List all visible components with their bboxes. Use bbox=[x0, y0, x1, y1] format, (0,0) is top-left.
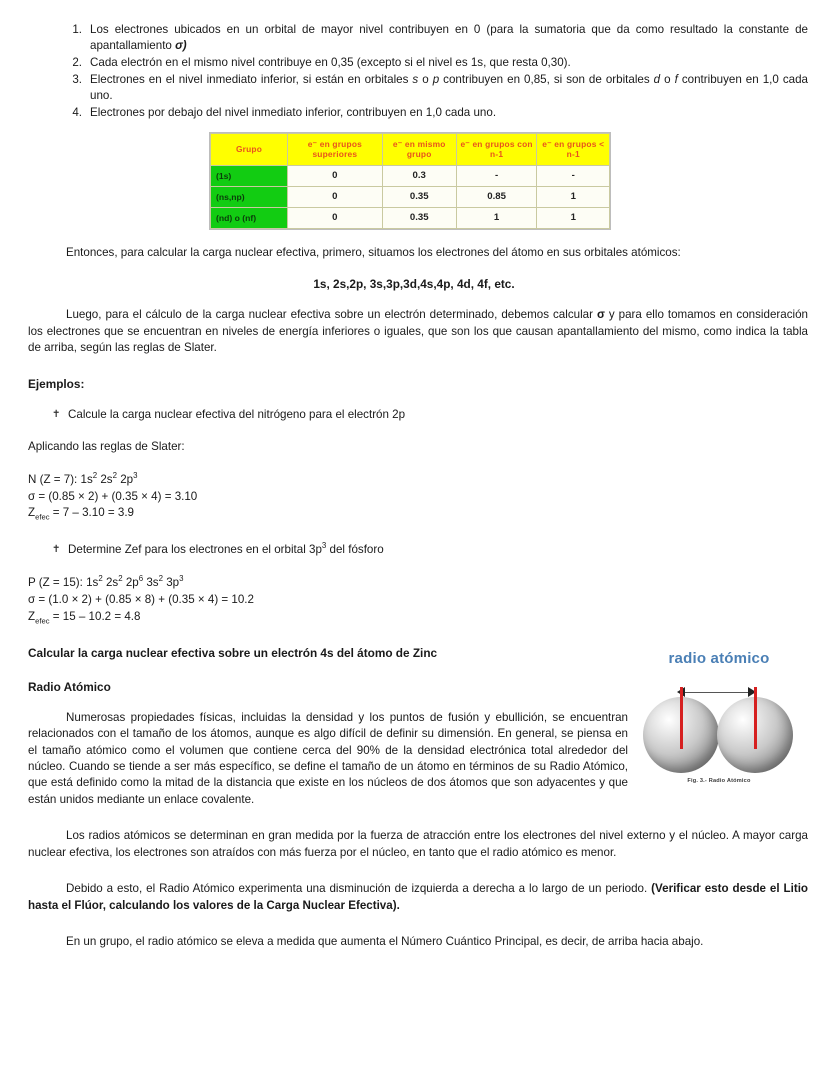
column-header: Grupo bbox=[211, 133, 288, 165]
example-2-calculation bbox=[0, 575, 828, 626]
rule-text-fragment: o bbox=[660, 72, 675, 86]
atomic-radius-figure bbox=[634, 650, 804, 784]
rule-text-fragment: Electrones por debajo del nivel inmediato inferior, contribuyen en 1,0 cada uno. bbox=[90, 105, 497, 119]
slater-rule-item bbox=[72, 22, 808, 54]
dagger-bullet-icon: ✝ bbox=[52, 544, 61, 556]
value-cell: 1 bbox=[456, 207, 537, 228]
z-equation: = 7 – 3.10 = 3.9 bbox=[49, 506, 134, 520]
value-cell: 0.35 bbox=[382, 186, 456, 207]
example-2-bullet bbox=[0, 542, 828, 558]
column-header: e⁻ en grupos con n-1 bbox=[456, 133, 537, 165]
value-cell: 0.85 bbox=[456, 186, 537, 207]
example-2-prompt-a: Determine Zef para los electrones en el orbital 3p bbox=[68, 543, 322, 557]
value-cell: 1 bbox=[537, 207, 610, 228]
luego-text-a: Luego, para el cálculo de la carga nuclear efectiva sobre un electrón determinado, debemos calcular bbox=[66, 308, 597, 322]
slater-rule-item bbox=[72, 105, 808, 121]
heading-radio-atomico: Radio Atómico bbox=[28, 679, 111, 694]
sigma-symbol: σ bbox=[596, 308, 605, 322]
rule-number: 3. bbox=[72, 72, 82, 86]
group-cell: (ns,np) bbox=[211, 186, 288, 207]
nucleus-line-left bbox=[680, 687, 683, 749]
rule-text-fragment: σ) bbox=[175, 38, 187, 52]
example-1-sigma: σ = (0.85 × 2) + (0.35 × 4) = 3.10 bbox=[28, 489, 198, 503]
rule-text-fragment: o bbox=[418, 72, 433, 86]
rule-text-fragment: p bbox=[432, 72, 440, 86]
example-1-calculation bbox=[0, 472, 828, 523]
value-cell: 0 bbox=[288, 165, 383, 186]
group-cell: (nd) o (nf) bbox=[211, 207, 288, 228]
value-cell: 0 bbox=[288, 186, 383, 207]
rule-text-fragment: contribuyen en 1,0 cada uno. bbox=[90, 72, 808, 102]
paragraph-entonces: Entonces, para calcular la carga nuclear efectiva, primero, situamos los electrones del átomo en sus orbitales atómicos: bbox=[66, 245, 681, 259]
slater-rules-list bbox=[0, 0, 828, 121]
z-label: Z bbox=[28, 609, 36, 623]
rule-number: 2. bbox=[72, 55, 82, 69]
dagger-bullet-icon: ✝ bbox=[52, 408, 61, 420]
figure-graphic bbox=[634, 669, 804, 774]
rule-text-fragment: Electrones en el nivel inmediato inferior, si están en orbitales bbox=[90, 72, 413, 86]
rule-text-fragment: f bbox=[674, 72, 678, 86]
rule-text-fragment: Cada electrón en el mismo nivel contribuye en 0,35 (excepto si el nivel es 1s, que resta 0,30). bbox=[90, 55, 571, 69]
z-subscript: efec bbox=[35, 616, 50, 625]
column-header: e⁻ en mismo grupo bbox=[382, 133, 456, 165]
example-1-prompt: Calcule la carga nuclear efectiva del nitrógeno para el electrón 2p bbox=[68, 407, 406, 421]
debido-bold-note: (Verificar esto desde el Litio hasta el Flúor, calculando los valores de la Carga Nuclear Efectiva). bbox=[28, 882, 809, 912]
value-cell: - bbox=[537, 165, 610, 186]
example-2-sigma: σ = (1.0 × 2) + (0.85 × 8) + (0.35 × 4) = 10.2 bbox=[28, 592, 254, 606]
example-2-prompt bbox=[68, 542, 384, 558]
example-2-config: P (Z = 15): $1s^2$ $2s^2$ $2p^6$ $3s^2$ $3p^3$ bbox=[28, 573, 184, 589]
example-1-zefec bbox=[28, 505, 808, 522]
table-header-row bbox=[211, 133, 610, 165]
luego-text-b: y para ello tomamos en consideración los electrones que se encuentran en niveles de energía inferiores o iguales, que son los que causan apantallamiento del mismo, como indica la tabla de arriba, según las reglas de Slater. bbox=[28, 308, 808, 355]
value-cell: 0 bbox=[288, 207, 383, 228]
rule-text-fragment: contribuyen en 0,85, si son de orbitales bbox=[439, 72, 654, 86]
slater-rules-table bbox=[210, 133, 610, 229]
orbital-sequence: 1s, 2s,2p, 3s,3p,3d,4s,4p, 4d, 4f, etc. bbox=[313, 277, 515, 292]
table-head bbox=[211, 133, 610, 165]
debido-text: Debido a esto, el Radio Atómico experimenta una disminución de izquierda a derecha a lo largo de un periodo. bbox=[66, 882, 652, 896]
heading-zinc-exercise: Calcular la carga nuclear efectiva sobre un electrón 4s del átomo de Zinc bbox=[28, 645, 438, 660]
figure-title: radio atómico bbox=[668, 650, 770, 667]
column-header: e⁻ en grupos superiores bbox=[288, 133, 383, 165]
column-header: e⁻ en grupos < n-1 bbox=[537, 133, 610, 165]
paragraph-radio-atomico: Numerosas propiedades físicas, incluidas la densidad y los puntos de fusión y ebullición, se encuentran relacionados con el tamaño de los átomos, aunque es algo difícil de definir su dimensión. En general, se piensa en el tamaño atómico como el volumen que contiene cerca del 90% de la densidad electrónica total alrededor del núcleo. Cuando se tiende a ser más específico, se define el tamaño de un átomo en términos de su Radio Atómico, que está definido como la mitad de la distancia que existe en los núcleos de dos átomos que son adyacentes y que están unidos mediante un enlace covalente. bbox=[28, 710, 628, 806]
paragraph-debido-a-esto bbox=[0, 881, 828, 914]
figure-caption: Fig. 3.- Radio Atómico bbox=[687, 778, 751, 784]
rule-text-fragment: Los electrones ubicados en un orbital de mayor nivel contribuyen en 0 (para la sumatoria que da como resultado la constante de apantallamiento bbox=[90, 23, 808, 52]
heading-ejemplos: Ejemplos: bbox=[28, 376, 85, 391]
nucleus-line-right bbox=[754, 687, 757, 749]
z-label: Z bbox=[28, 506, 36, 520]
z-subscript: efec bbox=[35, 512, 50, 522]
value-cell: - bbox=[456, 165, 537, 186]
table-body bbox=[211, 165, 610, 228]
rule-number: 1. bbox=[72, 23, 82, 36]
slater-rule-item bbox=[72, 55, 808, 71]
example-1-bullet bbox=[0, 407, 828, 423]
aplicando-slater: Aplicando las reglas de Slater: bbox=[28, 440, 185, 454]
radius-measure-line bbox=[681, 692, 755, 693]
rule-text-fragment: s bbox=[412, 72, 419, 86]
example-2-prompt-b: del fósforo bbox=[326, 543, 384, 557]
slater-table-container bbox=[0, 133, 828, 229]
paragraph-radios-atomicos: Los radios atómicos se determinan en gran medida por la fuerza de atracción entre los electrones del nivel externo y el núcleo. A mayor carga nuclear efectiva, los electrones son atraídos con más fuerza por el núcleo, en tanto que el radio atómico es menor. bbox=[28, 829, 808, 859]
group-cell: (1s) bbox=[211, 165, 288, 186]
rule-text-fragment: d bbox=[653, 72, 661, 86]
table-row bbox=[211, 207, 610, 228]
paragraph-luego bbox=[0, 307, 828, 356]
example-2-superscript: 3 bbox=[321, 541, 327, 551]
example-2-zefec bbox=[28, 609, 808, 626]
value-cell: 0.35 bbox=[382, 207, 456, 228]
value-cell: 1 bbox=[537, 186, 610, 207]
paragraph-en-un-grupo: En un grupo, el radio atómico se eleva a medida que aumenta el Número Cuántico Principal, es decir, de arriba hacia abajo. bbox=[66, 935, 704, 949]
example-1-config: N (Z = 7): $1s^2$ $2s^2$ $2p^3$ bbox=[28, 470, 138, 486]
rule-number: 4. bbox=[72, 105, 82, 119]
value-cell: 0.3 bbox=[382, 165, 456, 186]
table-row bbox=[211, 186, 610, 207]
slater-rule-item bbox=[72, 72, 808, 104]
table-row bbox=[211, 165, 610, 186]
z-equation: = 15 – 10.2 = 4.8 bbox=[49, 609, 141, 623]
